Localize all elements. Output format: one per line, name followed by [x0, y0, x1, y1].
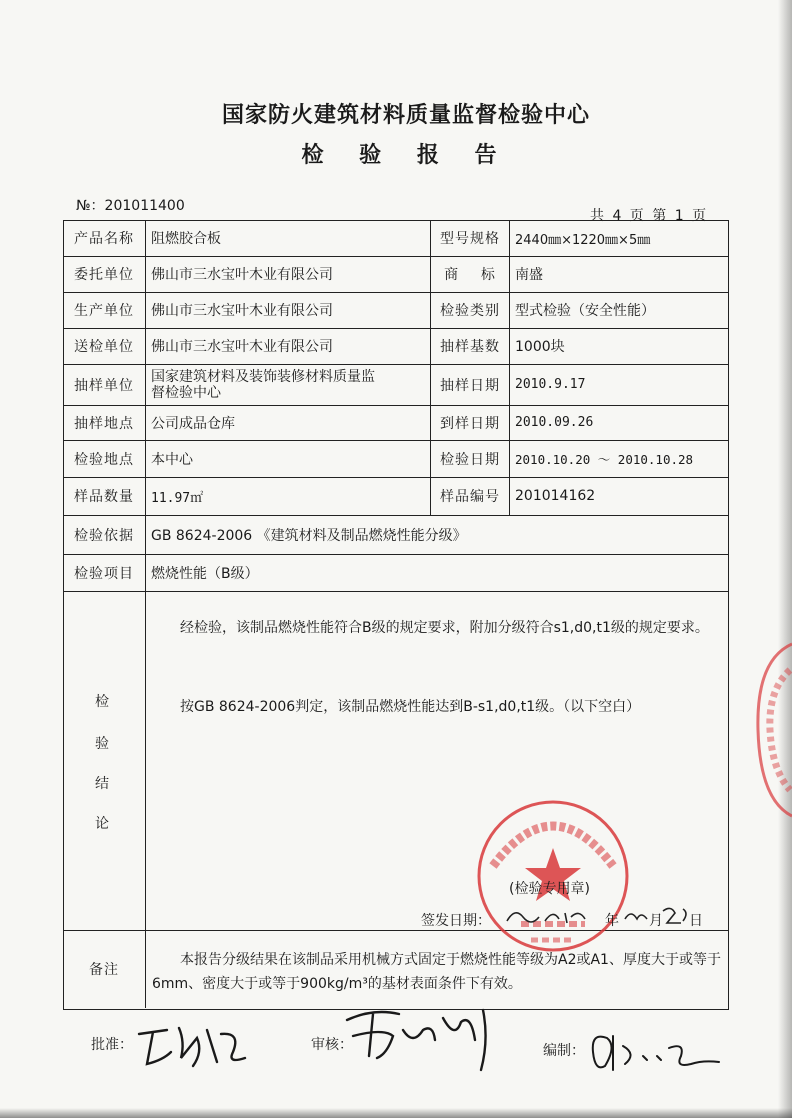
approver-signature: [133, 1012, 263, 1074]
label-model: 型号规格: [440, 231, 500, 247]
table-rule: [509, 220, 510, 515]
issue-day-suffix: 日: [689, 913, 703, 929]
issue-month-suffix: 月: [649, 913, 663, 929]
conclusion-label-char: 检: [95, 694, 109, 710]
value-sample-base: 1000块: [515, 339, 565, 355]
label-client: 委托单位: [74, 267, 134, 283]
table-rule: [63, 591, 729, 592]
handwritten-date: [503, 903, 693, 929]
label-manufacturer: 生产单位: [74, 303, 134, 319]
label-sample-no: 样品编号: [440, 489, 500, 505]
label-sample-base: 抽样基数: [440, 339, 500, 355]
value-test-site: 本中心: [151, 451, 193, 468]
label-sample-qty: 样品数量: [74, 489, 134, 505]
conclusion-paragraph-2: 按GB 8624-2006判定，该制品燃烧性能达到B-s1,d0,t1级。（以下空白）: [180, 699, 641, 715]
compile-label: 编制：: [543, 1043, 585, 1059]
partial-edge-seal: [752, 640, 792, 820]
value-manufacturer: 佛山市三水宝叶木业有限公司: [151, 303, 333, 319]
value-sampler: 国家建筑材料及装饰装修材料质量监督检验中心: [151, 368, 375, 401]
value-model: 2440㎜×1220㎜×5㎜: [515, 232, 651, 248]
label-arrival-date: 到样日期: [440, 415, 500, 432]
issue-year-suffix: 年: [605, 913, 619, 929]
label-sampler: 抽样单位: [74, 377, 134, 394]
reviewer-signature: [343, 1000, 513, 1076]
value-sampling-date: 2010.9.17: [515, 377, 586, 392]
compiler-signature: [585, 1026, 725, 1078]
remarks-text: 本报告分级结果在该制品采用机械方式固定于燃烧性能等级为A2或A1、厚度大于或等于6mm、密度大于或等于900kg/m³的基材表面条件下有效。: [152, 952, 721, 992]
label-remarks: 备注: [89, 962, 119, 978]
value-submitter: 佛山市三水宝叶木业有限公司: [151, 339, 333, 355]
value-product-name: 阻燃胶合板: [151, 231, 221, 247]
label-submitter: 送检单位: [74, 339, 134, 355]
report-table: [63, 220, 730, 1012]
report-number: №：201011400: [76, 198, 185, 214]
inspection-seal: [473, 796, 633, 956]
label-test-basis: 检验依据: [74, 527, 134, 544]
review-label: 审核：: [311, 1037, 353, 1053]
conclusion-label-char: 验: [95, 736, 109, 752]
value-client: 佛山市三水宝叶木业有限公司: [151, 267, 333, 283]
page-info: 共 4 页 第 1 页: [590, 208, 707, 224]
label-test-type: 检验类别: [440, 303, 500, 319]
conclusion-label-char: 论: [95, 816, 109, 832]
value-test-type: 型式检验（安全性能）: [515, 303, 655, 319]
approve-label: 批准：: [91, 1037, 133, 1053]
label-trademark: 商 标: [444, 267, 496, 283]
institution-title: 国家防火建筑材料质量监督检验中心: [221, 103, 590, 128]
value-arrival-date: 2010.09.26: [515, 415, 594, 430]
label-test-site: 检验地点: [74, 451, 134, 468]
conclusion-label-char: 结: [95, 776, 109, 792]
label-test-item: 检验项目: [74, 565, 134, 582]
value-sample-qty: 11.97㎡: [151, 490, 204, 506]
value-trademark: 南盛: [515, 267, 543, 283]
table-rule: [145, 220, 146, 1008]
value-sampling-site: 公司成品仓库: [151, 415, 235, 432]
scan-bottom-shadow: [0, 1108, 792, 1118]
label-sampling-date: 抽样日期: [440, 377, 500, 394]
value-test-date: 2010.10.20 ～ 2010.10.28: [515, 451, 694, 467]
label-sampling-site: 抽样地点: [74, 415, 134, 432]
issue-date-label: 签发日期：: [421, 913, 491, 929]
conclusion-paragraph-1: 经检验，该制品燃烧性能符合B级的规定要求，附加分级符合s1,d0,t1级的规定要求。: [180, 620, 709, 636]
seal-caption: (检验专用章): [509, 881, 590, 897]
value-sample-no: 201014162: [515, 488, 596, 504]
value-test-item: 燃烧性能（B级）: [151, 565, 259, 582]
value-test-basis: GB 8624-2006 《建筑材料及制品燃烧性能分级》: [151, 527, 467, 544]
label-product-name: 产品名称: [74, 231, 134, 247]
report-title: 检 验 报 告: [301, 143, 511, 168]
label-test-date: 检验日期: [440, 451, 500, 468]
